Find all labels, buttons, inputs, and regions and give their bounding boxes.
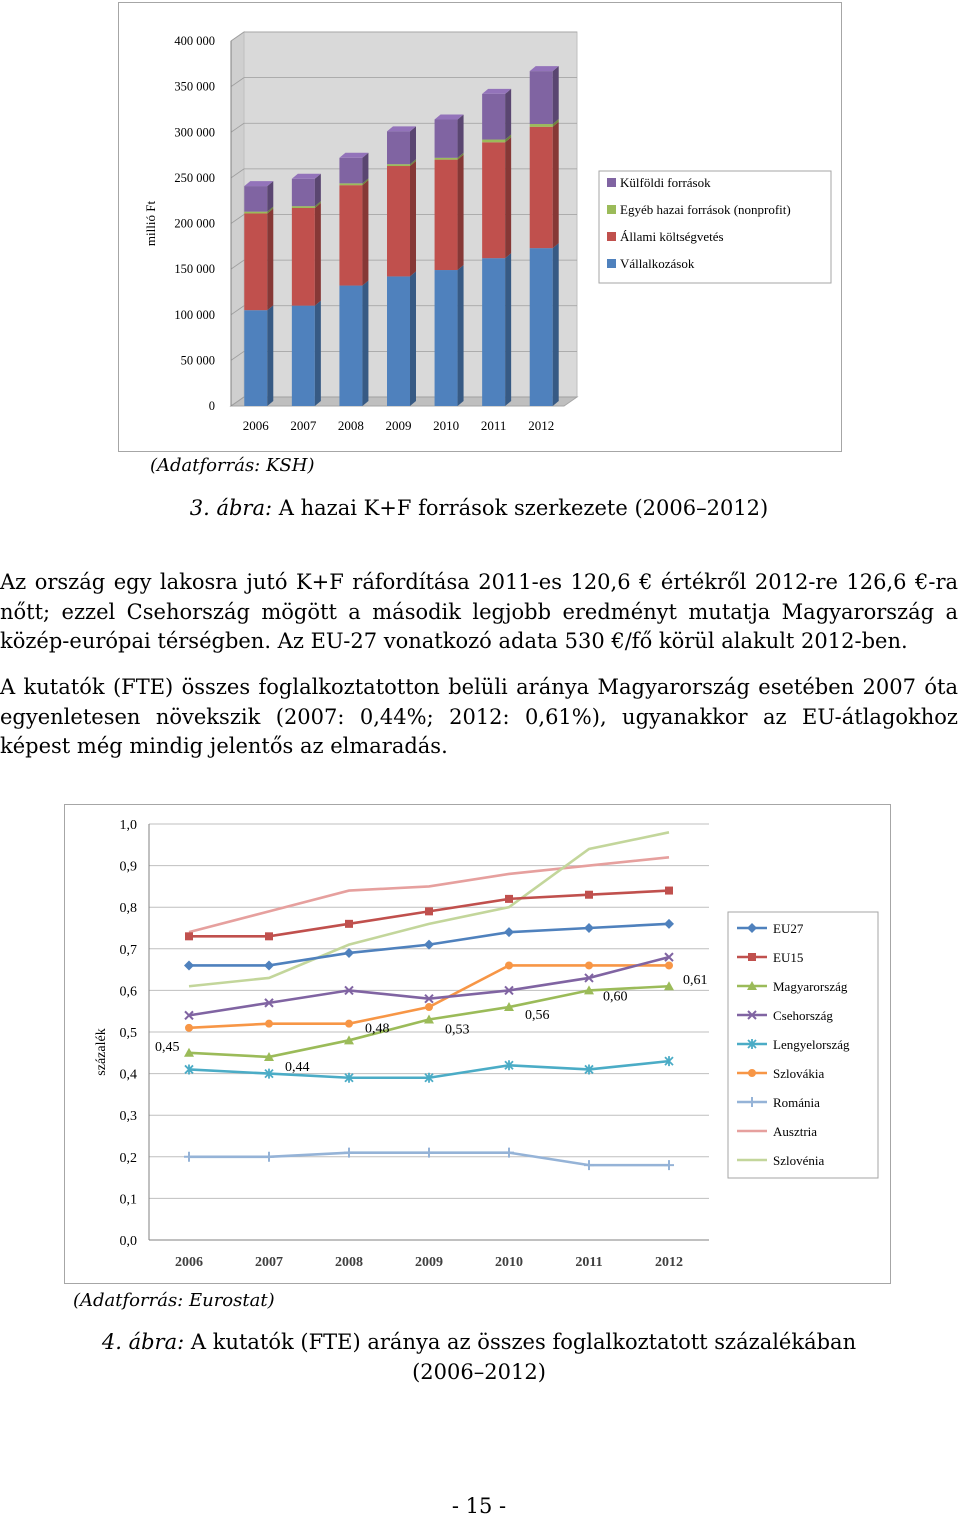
bar-segment — [339, 185, 362, 285]
bar-segment-side — [505, 253, 511, 406]
bar-segment — [530, 71, 553, 124]
legend-label: Csehország — [773, 1008, 833, 1023]
marker-diamond — [264, 960, 274, 970]
x-tick-label: 2009 — [415, 1255, 443, 1270]
legend-label: Külföldi források — [620, 175, 711, 190]
data-label: 0,56 — [525, 1008, 550, 1024]
marker-plus — [264, 1152, 274, 1162]
marker-diamond — [664, 919, 674, 929]
bar-segment-side — [458, 114, 464, 157]
figure-4-caption — [0, 1327, 958, 1387]
marker-square — [185, 932, 193, 940]
figure-4-caption-text: A kutatók (FTE) aránya az összes foglalkoztatott százalékában — [190, 1330, 857, 1354]
legend — [599, 171, 831, 283]
marker-diamond — [344, 948, 354, 958]
marker-square — [345, 920, 353, 928]
marker-circle — [345, 1020, 353, 1028]
y-tick-label: 350 000 — [174, 79, 215, 94]
x-tick-label: 2011 — [575, 1255, 603, 1270]
marker-plus — [664, 1160, 674, 1170]
paragraph-1: Az ország egy lakosra jutó K+F ráfordítása 2011-es 120,6 € értékről 2012-re 126,6 €-ra nőtt; ezzel Csehország mögött a második legjobb eredményt mutatja Magyarország a közép-európai térségben. Az EU-27 vonatkozó adata 530 €/fő körül alakult 2012-ben. — [0, 570, 958, 653]
marker-circle — [265, 1020, 273, 1028]
bar-segment — [339, 286, 362, 406]
bar-segment — [530, 127, 553, 248]
marker-circle — [748, 1069, 756, 1077]
legend-label: Ausztria — [773, 1124, 818, 1139]
marker-plus — [184, 1152, 194, 1162]
bar-segment — [530, 248, 553, 406]
legend-label: Egyéb hazai források (nonprofit) — [620, 202, 791, 217]
y-tick-label: 0,1 — [119, 1192, 137, 1208]
legend-swatch — [607, 205, 616, 214]
page-number: - 15 - — [451, 1494, 507, 1518]
y-axis-title: százalék — [94, 1028, 109, 1076]
bar-segment-side — [315, 203, 321, 306]
marker-square — [265, 932, 273, 940]
marker-diamond — [184, 960, 194, 970]
bar-segment-side — [458, 265, 464, 406]
figure-3-caption-text: A hazai K+F források szerkezete (2006–2012) — [278, 496, 769, 520]
bar-segment-side — [410, 271, 416, 406]
marker-plus — [504, 1148, 514, 1158]
bar-segment — [482, 140, 505, 143]
bar-segment — [482, 142, 505, 258]
x-tick-label: 2007 — [255, 1255, 283, 1270]
bar-segment — [244, 186, 267, 212]
marker-square — [585, 891, 593, 899]
bar-segment-side — [267, 181, 273, 212]
bar-segment-side — [553, 243, 559, 406]
marker-circle — [505, 961, 513, 969]
bar-segment-side — [410, 161, 416, 276]
marker-square — [748, 953, 756, 961]
x-tick-label: 2008 — [337, 418, 364, 433]
legend-label: Vállalkozások — [620, 256, 695, 271]
y-tick-label: 0,0 — [119, 1234, 137, 1249]
y-tick-label: 50 000 — [180, 353, 215, 368]
legend-label: Magyarország — [773, 979, 848, 994]
y-tick-label: 300 000 — [174, 125, 215, 140]
marker-diamond — [424, 940, 434, 950]
y-tick-label: 250 000 — [174, 170, 215, 185]
x-tick-label: 2012 — [528, 418, 555, 433]
figure-3-stacked-bar-chart — [119, 3, 841, 451]
marker-plus — [344, 1148, 354, 1158]
bar-segment — [387, 166, 410, 276]
bar-segment — [435, 119, 458, 157]
y-tick-label: 200 000 — [174, 216, 215, 231]
series-EU27 — [184, 919, 674, 971]
data-label: 0,53 — [445, 1022, 470, 1038]
series-Lengyelország — [185, 1056, 673, 1083]
bar-segment — [387, 276, 410, 406]
legend — [728, 912, 878, 1178]
bar-segment — [387, 131, 410, 164]
bar-segment-side — [267, 208, 273, 310]
bar-segment — [482, 94, 505, 140]
bar-segment — [292, 206, 315, 208]
figure-3-caption-label: 3. ábra: — [189, 496, 273, 520]
x-tick-label: 2009 — [385, 418, 412, 433]
x-tick-label: 2008 — [335, 1255, 363, 1270]
marker-plus — [424, 1148, 434, 1158]
legend-label: Románia — [773, 1095, 820, 1110]
bar-segment-side — [505, 137, 511, 258]
bar-segment — [435, 160, 458, 270]
marker-circle — [425, 1003, 433, 1011]
bar-segment — [482, 258, 505, 406]
bar-segment-side — [458, 155, 464, 270]
legend-swatch — [607, 259, 616, 268]
x-tick-label: 2007 — [290, 418, 317, 433]
marker-square — [505, 895, 513, 903]
x-tick-label: 2011 — [480, 418, 507, 433]
x-tick-label: 2006 — [175, 1255, 203, 1270]
figure-4-caption-text2: (2006–2012) — [412, 1360, 546, 1384]
data-label: 0,48 — [365, 1021, 390, 1037]
bar-segment-side — [505, 89, 511, 140]
paragraph-2: A kutatók (FTE) összes foglalkoztatotton belüli aránya Magyarország esetében 2007 óta egyenletesen növekszik (2007: 0,44%; 2012: 0,61%), ugyanakkor az EU-átlagokhoz képest még mindig jelentős az elmaradás. — [0, 675, 958, 758]
legend-label: EU15 — [773, 950, 804, 965]
y-tick-label: 0,8 — [119, 901, 137, 917]
y-tick-label: 100 000 — [174, 307, 215, 322]
y-tick-label: 0 — [208, 399, 215, 413]
bar-segment — [244, 213, 267, 310]
marker-diamond — [584, 923, 594, 933]
bar-segment — [339, 183, 362, 185]
y-tick-label: 400 000 — [174, 34, 215, 48]
legend-label: Szlovénia — [773, 1153, 825, 1168]
marker-diamond — [504, 927, 514, 937]
bar-segment-side — [267, 305, 273, 406]
marker-plus — [584, 1160, 594, 1170]
figure-3-caption — [0, 493, 958, 523]
bar-segment — [244, 310, 267, 406]
marker-circle — [665, 961, 673, 969]
bar-segment — [339, 158, 362, 184]
bar-segment-side — [315, 174, 321, 206]
figure-4-line-chart — [65, 805, 890, 1283]
bar-segment-side — [362, 153, 368, 184]
marker-square — [425, 907, 433, 915]
bar-segment-side — [553, 122, 559, 248]
bar-segment — [387, 164, 410, 166]
bar-segment-side — [410, 126, 416, 164]
bar-segment-side — [362, 281, 368, 406]
data-label: 0,60 — [603, 989, 628, 1005]
bar-segment — [244, 212, 267, 214]
figure-3-source: (Adatforrás: KSH) — [150, 455, 315, 476]
marker-circle — [585, 961, 593, 969]
legend-label: Szlovákia — [773, 1066, 825, 1081]
marker-circle — [185, 1024, 193, 1032]
figure-3-chart-frame — [118, 2, 842, 452]
x-tick-label: 2006 — [242, 418, 269, 433]
figure-4-chart-frame — [64, 804, 891, 1284]
y-tick-label: 0,7 — [119, 942, 137, 958]
bar-segment — [292, 208, 315, 306]
legend-label: EU27 — [773, 921, 804, 936]
data-label: 0,61 — [683, 973, 708, 989]
bar-segment — [292, 306, 315, 406]
data-label: 0,45 — [155, 1039, 180, 1055]
marker-square — [665, 887, 673, 895]
y-tick-label: 0,4 — [119, 1067, 137, 1083]
y-tick-label: 1,0 — [119, 818, 137, 833]
bar-segment-side — [362, 180, 368, 285]
series-Magyarország — [184, 981, 674, 1061]
series-Románia — [184, 1148, 674, 1170]
x-tick-label: 2010 — [495, 1255, 523, 1270]
y-axis-title: millió Ft — [143, 200, 158, 247]
bar-segment — [435, 158, 458, 160]
bar-segment-side — [553, 66, 559, 124]
data-label: 0,44 — [285, 1059, 310, 1075]
figure-4-source: (Adatforrás: Eurostat) — [73, 1290, 275, 1311]
y-tick-label: 150 000 — [174, 262, 215, 277]
y-tick-label: 0,9 — [119, 859, 137, 875]
bar-segment — [435, 270, 458, 406]
legend-label: Állami költségvetés — [620, 229, 724, 244]
y-tick-label: 0,3 — [119, 1109, 137, 1125]
figure-4-caption-label: 4. ábra: — [101, 1330, 185, 1354]
legend-swatch — [607, 232, 616, 241]
bar-segment — [530, 124, 553, 127]
x-tick-label: 2010 — [433, 418, 460, 433]
legend-label: Lengyelország — [773, 1037, 850, 1052]
y-tick-label: 0,2 — [119, 1150, 137, 1166]
x-tick-label: 2012 — [655, 1255, 683, 1270]
y-tick-label: 0,5 — [119, 1026, 137, 1041]
y-tick-label: 0,6 — [119, 984, 137, 1000]
legend-swatch — [607, 178, 616, 187]
bar-segment-side — [315, 301, 321, 406]
bar-segment — [292, 179, 315, 206]
